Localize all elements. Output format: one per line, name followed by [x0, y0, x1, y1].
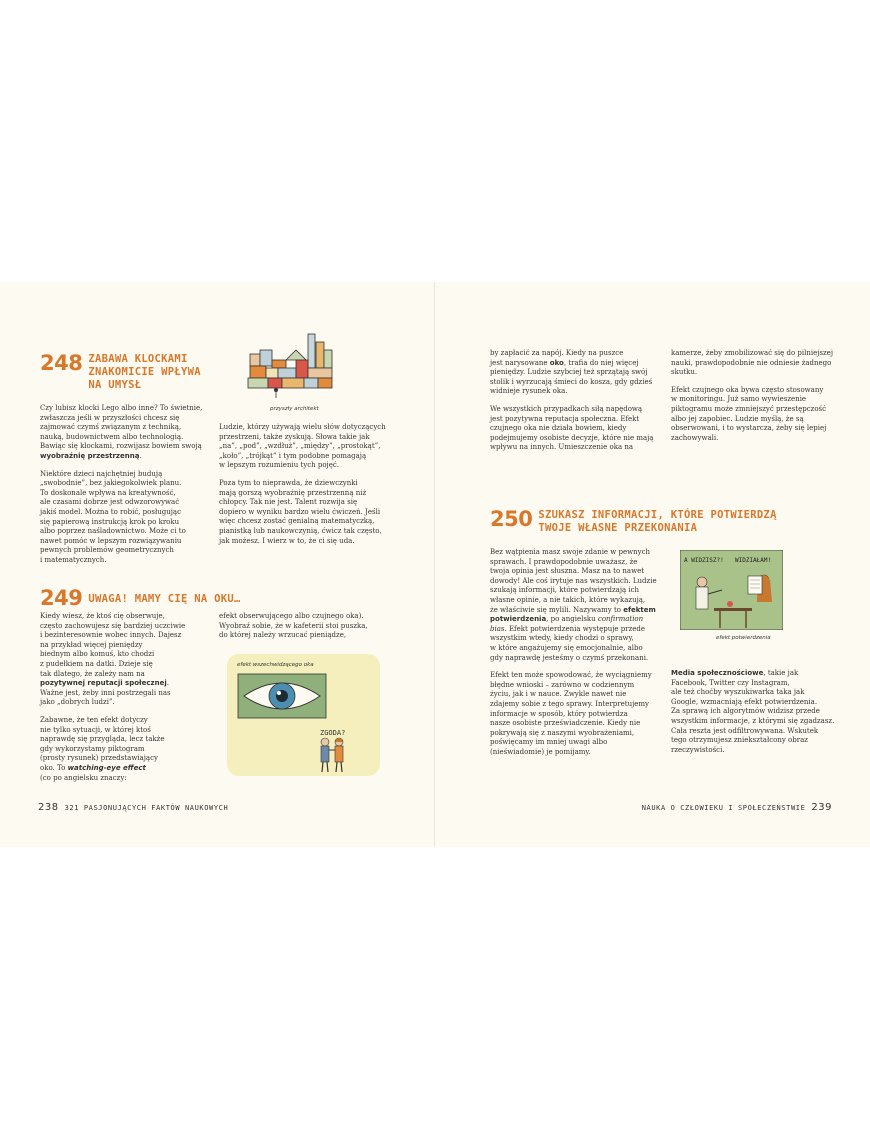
caption-all-seeing-eye: efekt wszechwidzącego oka	[237, 662, 314, 668]
right-page-footer	[642, 802, 832, 813]
paragraph: Czy lubisz klocki Lego albo inne? To świetnie, zwłaszcza jeśli w przyszłości chcesz się zajmować czymś związanym z techniką, nauką, budownictwem albo technologią. Bawiąc się klockami, rozwijasz bowiem swoją wyobraźnię przestrzenną.	[40, 404, 203, 460]
caption-confirmation-bias: efekt potwierdzenia	[716, 635, 771, 641]
bold-term: wyobraźnię przestrzenną	[40, 451, 140, 460]
section-250-number: 250	[490, 507, 533, 531]
italic-term: watching-eye effect	[67, 763, 146, 772]
section-248-heading	[40, 353, 201, 392]
bold-term: efektem	[623, 605, 656, 614]
bold-term: Media społecznościowe	[671, 669, 764, 677]
paragraph: Kiedy wiesz, że ktoś cię obserwuje, często zachowujesz się bardziej uczciwie i bezinteresownie wobec innych. Dajesz na przykład więcej pieniędzy biednym albo komuś, kto chodzi z pudełkiem na datki. Dzieje się tak dlatego, że zależy nam na pozytywnej reputacji społecznej. Ważne jest, żeby inni postrzegali nas jako „dobrych ludzi”.	[40, 612, 186, 707]
paragraph: Efekt czujnego oka bywa często stosowany w monitoringu. Już samo wywieszenie piktogramu może zmniejszyć przestępczość albo jej zapobiec. Ludzie myślą, że są obserwowani, i to wystarcza, żeby się lepiej zachowywali.	[671, 385, 827, 442]
paragraph: Poza tym to nieprawda, że dziewczynki mają gorszą wyobraźnię przestrzenną niż chłopcy. Tak nie jest. Talent rozwija się dopiero w wyniku bardzo wielu ćwiczeń. Jeśli więc chcesz zostać genialną matematyczką, pianistką lub naukowczynią, ćwicz tak często, jak możesz. I wierz w to, że ci się uda.	[219, 478, 382, 545]
section-250-heading	[490, 509, 777, 535]
section-248-column-1	[40, 404, 202, 574]
bold-term: oko	[549, 358, 564, 367]
italic-term: confirmation	[597, 615, 644, 624]
section-249-title: UWAGA! MAMY CIĘ NA OKU…	[88, 593, 241, 605]
paragraph: by zapłacić za napój. Kiedy na puszce jest narysowane oko, trafia do niej więcej pieniędzy. Ludzie szybciej też sprzątają swój stolik i wyrzucają śmieci do kosza, gdy gdzieś widnieje rysunek oka.	[490, 349, 653, 396]
paragraph: We wszystkich przypadkach siłą napędową jest pozytywna reputacja społeczna. Efekt czujnego oka nie działa bowiem, kiedy podejmujemy osobiste decyzje, które nie mają wpływu na innych. Umieszczenie oka na	[490, 404, 654, 452]
bold-term: pozytywnej reputacji społecznej	[40, 679, 167, 688]
speech-do-you-see: A WIDZISZ?!	[684, 557, 724, 564]
right-page-column-1	[490, 349, 653, 461]
paragraph: Bez wątpienia masz swoje zdanie w pewnych sprawach. I prawdopodobnie uważasz, że twoja opinia jest słuszna. Masz na to nawet dowody! Ale coś irytuje nas wszystkich. Ludzie szukają informacji, które potwierdzają ich własne opinie, a nie takich, które wykazują, że właściwie się mylili. Nazywamy to efektem potwierdzenia, po angielsku confirmation bias. Efekt potwierdzenia występuje przede wszystkim wtedy, kiedy chodzi o sprawy, w które angażujemy się emocjonalnie, albo gdy naprawdę jesteśmy o czymś przekonani.	[490, 548, 657, 662]
right-page-column-2	[671, 349, 833, 451]
page-gutter	[434, 282, 435, 847]
section-249-number: 249	[40, 586, 83, 610]
building-blocks-illustration	[246, 330, 334, 402]
left-page-footer	[38, 802, 228, 813]
section-248-number: 248	[40, 351, 83, 375]
paragraph: Media społecznościowe, takie jak Facebook, Twitter czy Instagram, ale też choćby wyszukiwarka taka jak Google, wzmacniają efekt potwierdzenia. Za sprawą ich algorytmów widzisz przede wszystkim informacje, z którymi się zgadzasz. Cała reszta jest odfiltrowywana. Wskutek tego otrzymujesz zniekształcony obraz rzeczywistości.	[671, 669, 835, 754]
section-248-column-2	[219, 423, 386, 554]
paragraph: efekt obserwującego albo czujnego oka). Wyobraź sobie, że w kafeterii stoi puszka, do której należy wrzucać pieniądze,	[219, 612, 368, 640]
paragraph: Zabawne, że ten efekt dotyczy nie tylko sytuacji, w której ktoś naprawdę się przygląda, lecz także gdy wykorzystamy piktogram (prosty rysunek) przedstawiający oko. To watching-eye effect (co po angielsku znaczy:	[40, 715, 165, 782]
speech-agree: ZGODA?	[320, 729, 346, 737]
section-249-heading	[40, 588, 241, 609]
speech-i-saw: WIDZIAŁAM!	[735, 557, 772, 564]
book-title: 321 PASJONUJĄCYCH FAKTÓW NAUKOWYCH	[64, 804, 229, 812]
page-number-left: 238	[38, 802, 59, 813]
confirmation-bias-illustration	[680, 550, 783, 630]
section-249-column-1	[40, 612, 185, 791]
caption-future-architect: przyszły architekt	[270, 406, 319, 412]
section-250-title: SZUKASZ INFORMACJI, KTÓRE POTWIERDZĄ TWOJE WŁASNE PRZEKONANIA	[538, 509, 777, 534]
chapter-title: NAUKA O CZŁOWIEKU I SPOŁECZEŃSTWIE	[641, 804, 806, 812]
watching-eye-illustration	[232, 670, 377, 774]
section-249-column-2	[219, 612, 368, 649]
section-250-column-2	[671, 669, 834, 763]
paragraph: kamerze, żeby zmobilizować się do pilniejszej nauki, prawdopodobnie nie odniesie żadnego skutku.	[671, 349, 833, 377]
paragraph: Niektóre dzieci najchętniej budują „swobodnie”, bez jakiegokolwiek planu. To doskonale wpływa na kreatywność, ale czasami dobrze jest odwzorowywać jakiś model. Można to robić, posługując się papierową instrukcją krok po kroku albo poprzez naśladownictwo. Może ci to nawet pomóc w lepszym rozwiązywaniu pewnych problemów geometrycznych i matematycznych.	[40, 469, 186, 564]
paragraph: Efekt ten może spowodować, że wyciągniemy błędne wnioski – zarówno w codziennym życiu, jak i w nauce. Zwykle nawet nie zdajemy sobie z tego sprawy. Interpretujemy informacje w sposób, który potwierdza nasze osobiste przeświadczenie. Kiedy nie pokrywają się z naszymi wyobrażeniami, poświęcamy im mniej uwagi albo (nieświadomie) je pomijamy.	[490, 671, 652, 756]
paragraph: Ludzie, którzy używają wielu słów dotyczących przestrzeni, także zyskują. Słowa takie jak „na”, „pod”, „wzdłuż”, „między”, „prostokąt”, „koło”, „trójkąt” i tym podobne pomagają w lepszym rozumieniu tych pojęć.	[219, 423, 386, 470]
page-number-right: 239	[811, 802, 832, 813]
book-spread	[0, 282, 870, 847]
bold-term: potwierdzenia	[490, 615, 547, 624]
italic-term: bias	[490, 624, 505, 633]
section-250-column-1	[490, 548, 657, 765]
section-248-title: ZABAWA KLOCKAMI ZNAKOMICIE WPŁYWA NA UMYSŁ	[88, 353, 201, 391]
